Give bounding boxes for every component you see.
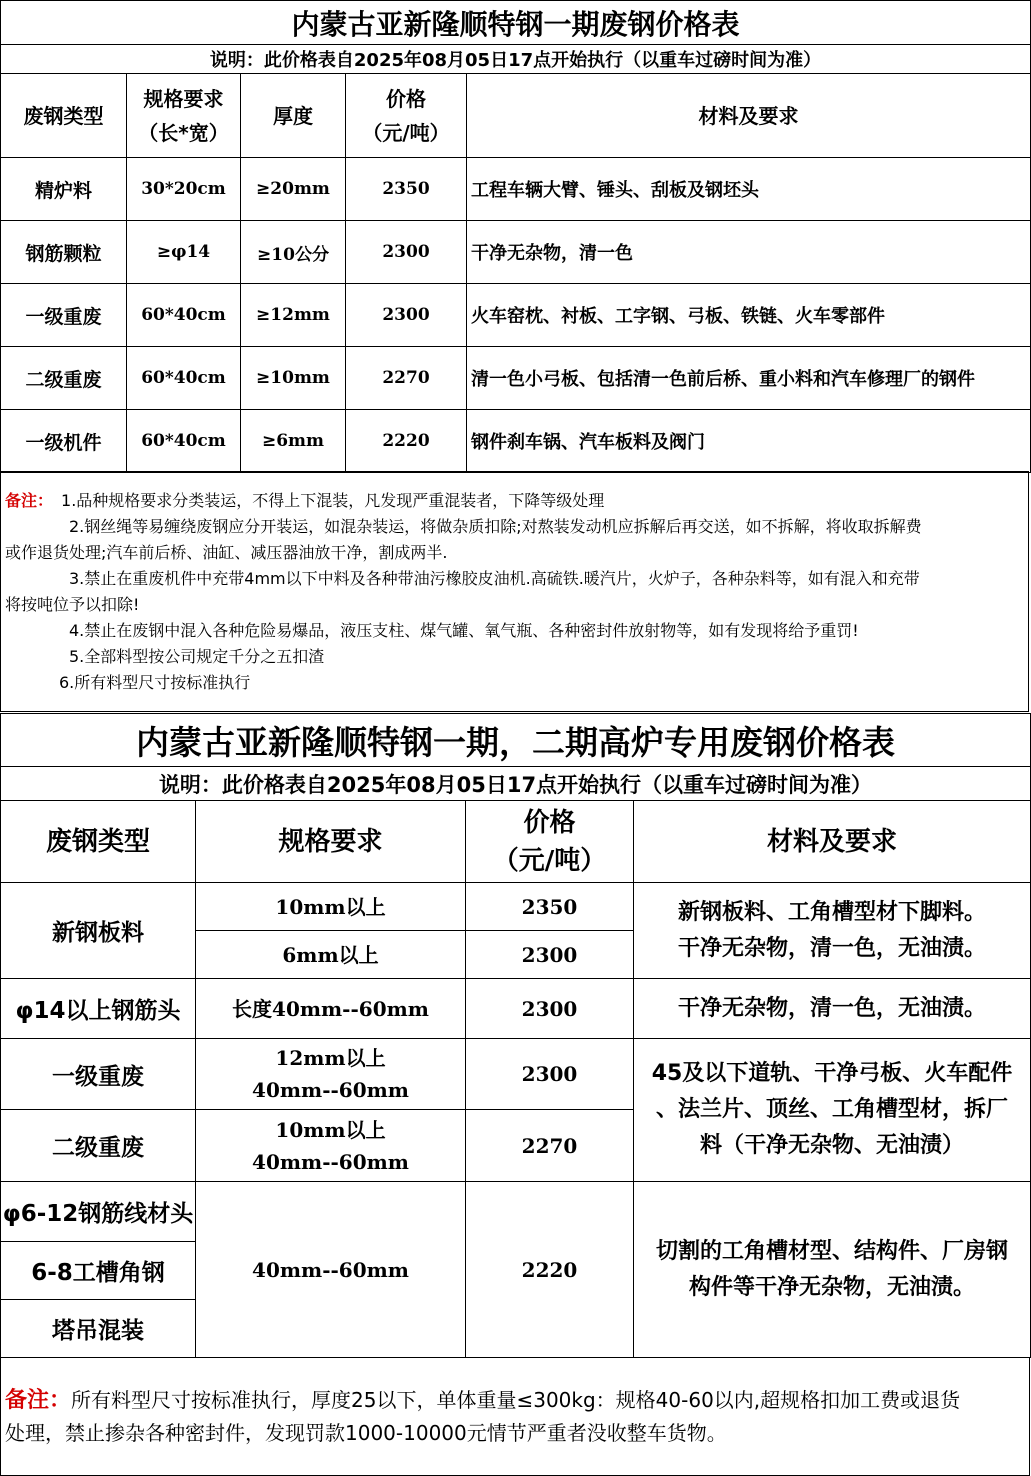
- row-spec: 30*20cm: [127, 158, 241, 221]
- price-table-2: [0, 713, 1031, 1358]
- row-type: 二级重废: [1, 347, 127, 410]
- row-type: 6-8工槽角钢: [1, 1242, 196, 1300]
- row-thickness: ≥10mm: [241, 347, 346, 410]
- row-material: 新钢板料、工角槽型材下脚料。 干净无杂物，清一色，无油渍。: [634, 883, 1031, 979]
- row-type: 钢筋颗粒: [1, 221, 127, 284]
- table1-subtitle: 说明：此价格表自2025年08月05日17点开始执行（以重车过磅时间为准）: [1, 45, 1031, 74]
- header-price-line2: （元/吨）: [492, 845, 607, 876]
- row-spec: 60*40cm: [127, 347, 241, 410]
- header-price: [466, 801, 634, 883]
- row-material: 干净无杂物，清一色: [467, 221, 1031, 284]
- header-spec-line2: （长*宽）: [138, 120, 229, 145]
- row-type: 二级重废: [1, 1110, 196, 1182]
- row-price: 2220: [466, 1182, 634, 1358]
- table2-title: 内蒙古亚新隆顺特钢一期，二期高炉专用废钢价格表: [1, 714, 1031, 767]
- table2-notes: [0, 1358, 1030, 1476]
- row-type: 新钢板料: [1, 883, 196, 979]
- row-material: 45及以下道轨、干净弓板、火车配件 、法兰片、顶丝、工角槽型材，拆厂 料（干净无杂物、无油渍）: [634, 1039, 1031, 1182]
- row-price: 2300: [466, 979, 634, 1039]
- table-row: [1, 1182, 1031, 1242]
- row-spec: 60*40cm: [127, 284, 241, 347]
- table2-subtitle: 说明：此价格表自2025年08月05日17点开始执行（以重车过磅时间为准）: [1, 767, 1031, 801]
- row-price: 2300: [346, 284, 467, 347]
- table-row: [1, 221, 1031, 284]
- table-row: [1, 347, 1031, 410]
- table1-notes: [0, 471, 1029, 712]
- price-table-1: [0, 0, 1031, 473]
- row-material: 工程车辆大臂、锤头、刮板及钢坯头: [467, 158, 1031, 221]
- row-type: 一级重废: [1, 1039, 196, 1110]
- note-line: 5.全部料型按公司规定千分之五扣渣: [69, 647, 325, 666]
- note-line: 3.禁止在重废机件中充带4mm以下中料及各种带油污橡胶皮油机.高硫铁.暖汽片，火炉子，各种杂料等，如有混入和充带: [69, 569, 920, 588]
- note-line: 或作退货处理;汽车前后桥、油缸、减压器油放干净，割成两半.: [5, 543, 448, 562]
- row-spec: ≥φ14: [127, 221, 241, 284]
- header-material: 材料及要求: [634, 801, 1031, 883]
- table-row: [1, 158, 1031, 221]
- header-type: 废钢类型: [1, 74, 127, 158]
- row-price: 2350: [466, 883, 634, 931]
- row-material: 干净无杂物，清一色，无油渍。: [634, 979, 1031, 1039]
- header-price: [346, 74, 467, 158]
- row-price: 2300: [346, 221, 467, 284]
- header-price-line1: 价格: [523, 807, 576, 838]
- note-line: 备注：所有料型尺寸按标准执行，厚度25以下，单体重量≤300kg：规格40-60以内,超规格扣加工费或退货: [5, 1388, 961, 1413]
- row-spec: 6mm以上: [196, 931, 466, 979]
- table1-title: 内蒙古亚新隆顺特钢一期废钢价格表: [1, 1, 1031, 45]
- header-thickness: 厚度: [241, 74, 346, 158]
- notes-label: 备注：: [5, 1388, 72, 1413]
- row-price: 2350: [346, 158, 467, 221]
- header-spec-line1: 规格要求: [143, 86, 224, 111]
- row-material: 火车窑枕、衬板、工字钢、弓板、铁链、火车零部件: [467, 284, 1031, 347]
- row-type: 一级机件: [1, 410, 127, 473]
- header-price-line2: （元/吨）: [362, 120, 450, 145]
- row-spec: 10mm以上: [196, 883, 466, 931]
- note-line: 备注： 1.品种规格要求分类装运，不得上下混装，凡发现严重混装者，下降等级处理: [5, 491, 605, 510]
- row-price: 2270: [346, 347, 467, 410]
- row-spec: 长度40mm--60mm: [196, 979, 466, 1039]
- row-spec: 10mm以上 40mm--60mm: [196, 1110, 466, 1182]
- note-line: 将按吨位予以扣除!: [5, 595, 140, 614]
- row-material: 切割的工角槽材型、结构件、厂房钢 构件等干净无杂物，无油渍。: [634, 1182, 1031, 1358]
- row-type: 塔吊混装: [1, 1300, 196, 1358]
- note-line: 4.禁止在废钢中混入各种危险易爆品，液压支柱、煤气罐、氧气瓶、各种密封件放射物等，如有发现将给予重罚!: [69, 621, 859, 640]
- header-type: 废钢类型: [1, 801, 196, 883]
- row-spec: 12mm以上 40mm--60mm: [196, 1039, 466, 1110]
- header-spec: 规格要求: [196, 801, 466, 883]
- notes-label: 备注：: [5, 491, 54, 510]
- row-price: 2270: [466, 1110, 634, 1182]
- note-line: 处理，禁止掺杂各种密封件，发现罚款1000-10000元情节严重者没收整车货物。: [5, 1421, 727, 1445]
- row-type: φ6-12钢筋线材头: [1, 1182, 196, 1242]
- row-type: φ14以上钢筋头: [1, 979, 196, 1039]
- row-price: 2300: [466, 1039, 634, 1110]
- row-spec: 40mm--60mm: [196, 1182, 466, 1358]
- table-row: [1, 284, 1031, 347]
- note-line: 6.所有料型尺寸按标准执行: [59, 673, 251, 692]
- row-thickness: ≥12mm: [241, 284, 346, 347]
- row-spec: 60*40cm: [127, 410, 241, 473]
- row-material: 钢件刹车锅、汽车板料及阀门: [467, 410, 1031, 473]
- row-material: 清一色小弓板、包括清一色前后桥、重小料和汽车修理厂的钢件: [467, 347, 1031, 410]
- row-thickness: ≥6mm: [241, 410, 346, 473]
- row-thickness: ≥10公分: [241, 221, 346, 284]
- row-type: 一级重废: [1, 284, 127, 347]
- row-price: 2220: [346, 410, 467, 473]
- row-type: 精炉料: [1, 158, 127, 221]
- note-line: 2.钢丝绳等易缠绕废钢应分开装运，如混杂装运，将做杂质扣除;对熬装发动机应拆解后再交送，如不拆解，将收取拆解费: [69, 517, 922, 536]
- header-material: 材料及要求: [467, 74, 1031, 158]
- header-spec: [127, 74, 241, 158]
- table-row: [1, 410, 1031, 473]
- row-price: 2300: [466, 931, 634, 979]
- row-thickness: ≥20mm: [241, 158, 346, 221]
- header-price-line1: 价格: [386, 86, 426, 111]
- table-row: [1, 979, 1031, 1039]
- table-row: [1, 1039, 1031, 1110]
- table-row: [1, 883, 1031, 931]
